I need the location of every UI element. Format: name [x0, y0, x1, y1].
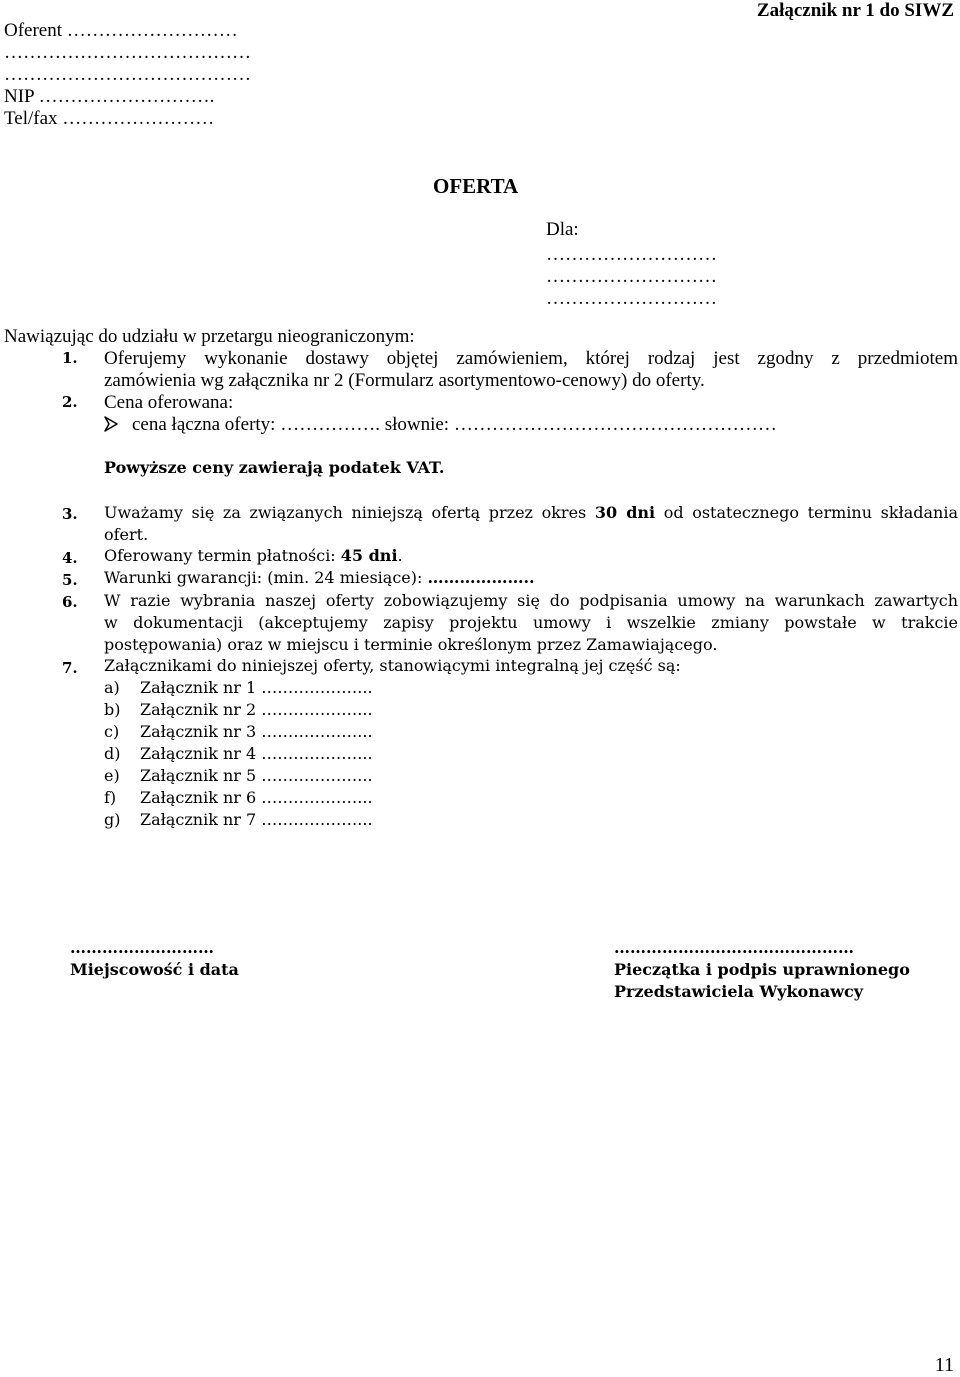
item-3-text-c: od ostatecznego terminu składania [655, 503, 959, 522]
signature-dots: ……………………………………… [614, 938, 854, 957]
item-4-text [104, 546, 403, 565]
attachment-item [104, 766, 373, 785]
oferent-dots-2: ………………………………… [4, 64, 251, 85]
item-3-text [104, 502, 958, 546]
attachment-item [104, 678, 373, 697]
item-7-text: Załącznikami do niniejszej oferty, stanowiącymi integralną jej część są: [104, 656, 681, 675]
item-4-text-a: Oferowany termin płatności: [104, 546, 341, 565]
item-3-number: 3. [62, 505, 78, 523]
page-title: OFERTA [433, 174, 519, 198]
attachment-letter: e) [104, 766, 120, 785]
recipient-label: Dla: [546, 219, 579, 240]
attachment-label-text: Załącznik nr 1 ………………... [140, 678, 373, 697]
total-price-line: cena łączna oferty: ……………. słownie: …………………………………………… [132, 414, 777, 435]
warranty-dots: ……………….. [427, 568, 535, 587]
oferent-dots-1: ………………………………… [4, 42, 251, 63]
attachment-label-text: Załącznik nr 5 ………………... [140, 766, 373, 785]
place-date-dots: ……………………… [70, 938, 214, 957]
payment-days: 45 dni [340, 546, 398, 565]
item-5-text [104, 568, 535, 587]
item-7-number: 7. [62, 659, 78, 677]
attachment-label-text: Załącznik nr 6 ………………... [140, 788, 373, 807]
oferent-line: Oferent ……………………… [4, 20, 238, 41]
signature-label-2: Przedstawiciela Wykonawcy [614, 982, 864, 1001]
recipient-dots-1: ……………………… [546, 244, 717, 265]
attachment-item [104, 788, 373, 807]
item-4-text-c: . [397, 546, 403, 565]
attachment-item [104, 810, 373, 829]
arrow-bullet-icon [104, 416, 118, 432]
attachment-label-text: Załącznik nr 3 ………………... [140, 722, 373, 741]
item-3-line-1 [104, 502, 958, 524]
telfax-line: Tel/fax …………………… [4, 108, 215, 129]
item-6-text [104, 590, 958, 656]
place-date-label: Miejscowość i data [70, 960, 239, 979]
item-2-number: 2. [62, 393, 78, 411]
attachment-letter: d) [104, 744, 121, 763]
item-3-text-a: Uważamy się za związanych niniejszą ofertą przez okres [104, 503, 595, 522]
vat-note: Powyższe ceny zawierają podatek VAT. [104, 458, 445, 477]
attachment-item [104, 700, 373, 719]
attachment-label: Załącznik nr 1 do SIWZ [756, 0, 954, 21]
nip-line: NIP ………………………. [4, 86, 215, 107]
item-3-line-2: ofert. [104, 525, 149, 544]
attachment-letter: g) [104, 810, 121, 829]
attachment-letter: f) [104, 788, 117, 807]
attachment-letter: a) [104, 678, 120, 697]
item-5-text-a: Warunki gwarancji: (min. 24 miesiące): [104, 568, 428, 587]
item-6-number: 6. [62, 593, 78, 611]
intro-text: Nawiązując do udziału w przetargu nieograniczonym: [4, 326, 415, 347]
recipient-dots-3: ……………………… [546, 288, 717, 309]
attachment-label-text: Załącznik nr 2 ………………... [140, 700, 373, 719]
item-2-text: Cena oferowana: [104, 392, 234, 413]
item-6-line-3: postępowania) oraz w miejscu i terminie określonym przez Zamawiającego. [104, 635, 718, 654]
attachment-label-text: Załącznik nr 7 ………………... [140, 810, 373, 829]
item-1-number: 1. [62, 349, 78, 367]
item-1-text [104, 348, 958, 392]
item-4-number: 4. [62, 549, 78, 567]
item-1-line-2: zamówienia wg załącznika nr 2 (Formularz asortymentowo-cenowy) do oferty. [104, 370, 705, 391]
attachment-label-text: Załącznik nr 4 ………………... [140, 744, 373, 763]
item-6-line-2: w dokumentacji (akceptujemy zapisy projektu umowy i wszelkie zmiany powstałe w trakcie [104, 613, 958, 632]
recipient-dots-2: ……………………… [546, 266, 717, 287]
item-5-number: 5. [62, 571, 78, 589]
item-1-line-1: Oferujemy wykonanie dostawy objętej zamówieniem, której rodzaj jest zgodny z przedmiotem [104, 348, 958, 369]
signature-label-1: Pieczątka i podpis uprawnionego [614, 960, 910, 979]
attachment-item [104, 744, 373, 763]
item-3-validity-days: 30 dni [594, 503, 656, 522]
attachment-item [104, 722, 373, 741]
attachment-letter: b) [104, 700, 121, 719]
attachment-letter: c) [104, 722, 120, 741]
item-6-line-1: W razie wybrania naszej oferty zobowiązujemy się do podpisania umowy na warunkach zawartych [104, 591, 958, 610]
page-number: 11 [934, 1354, 954, 1376]
